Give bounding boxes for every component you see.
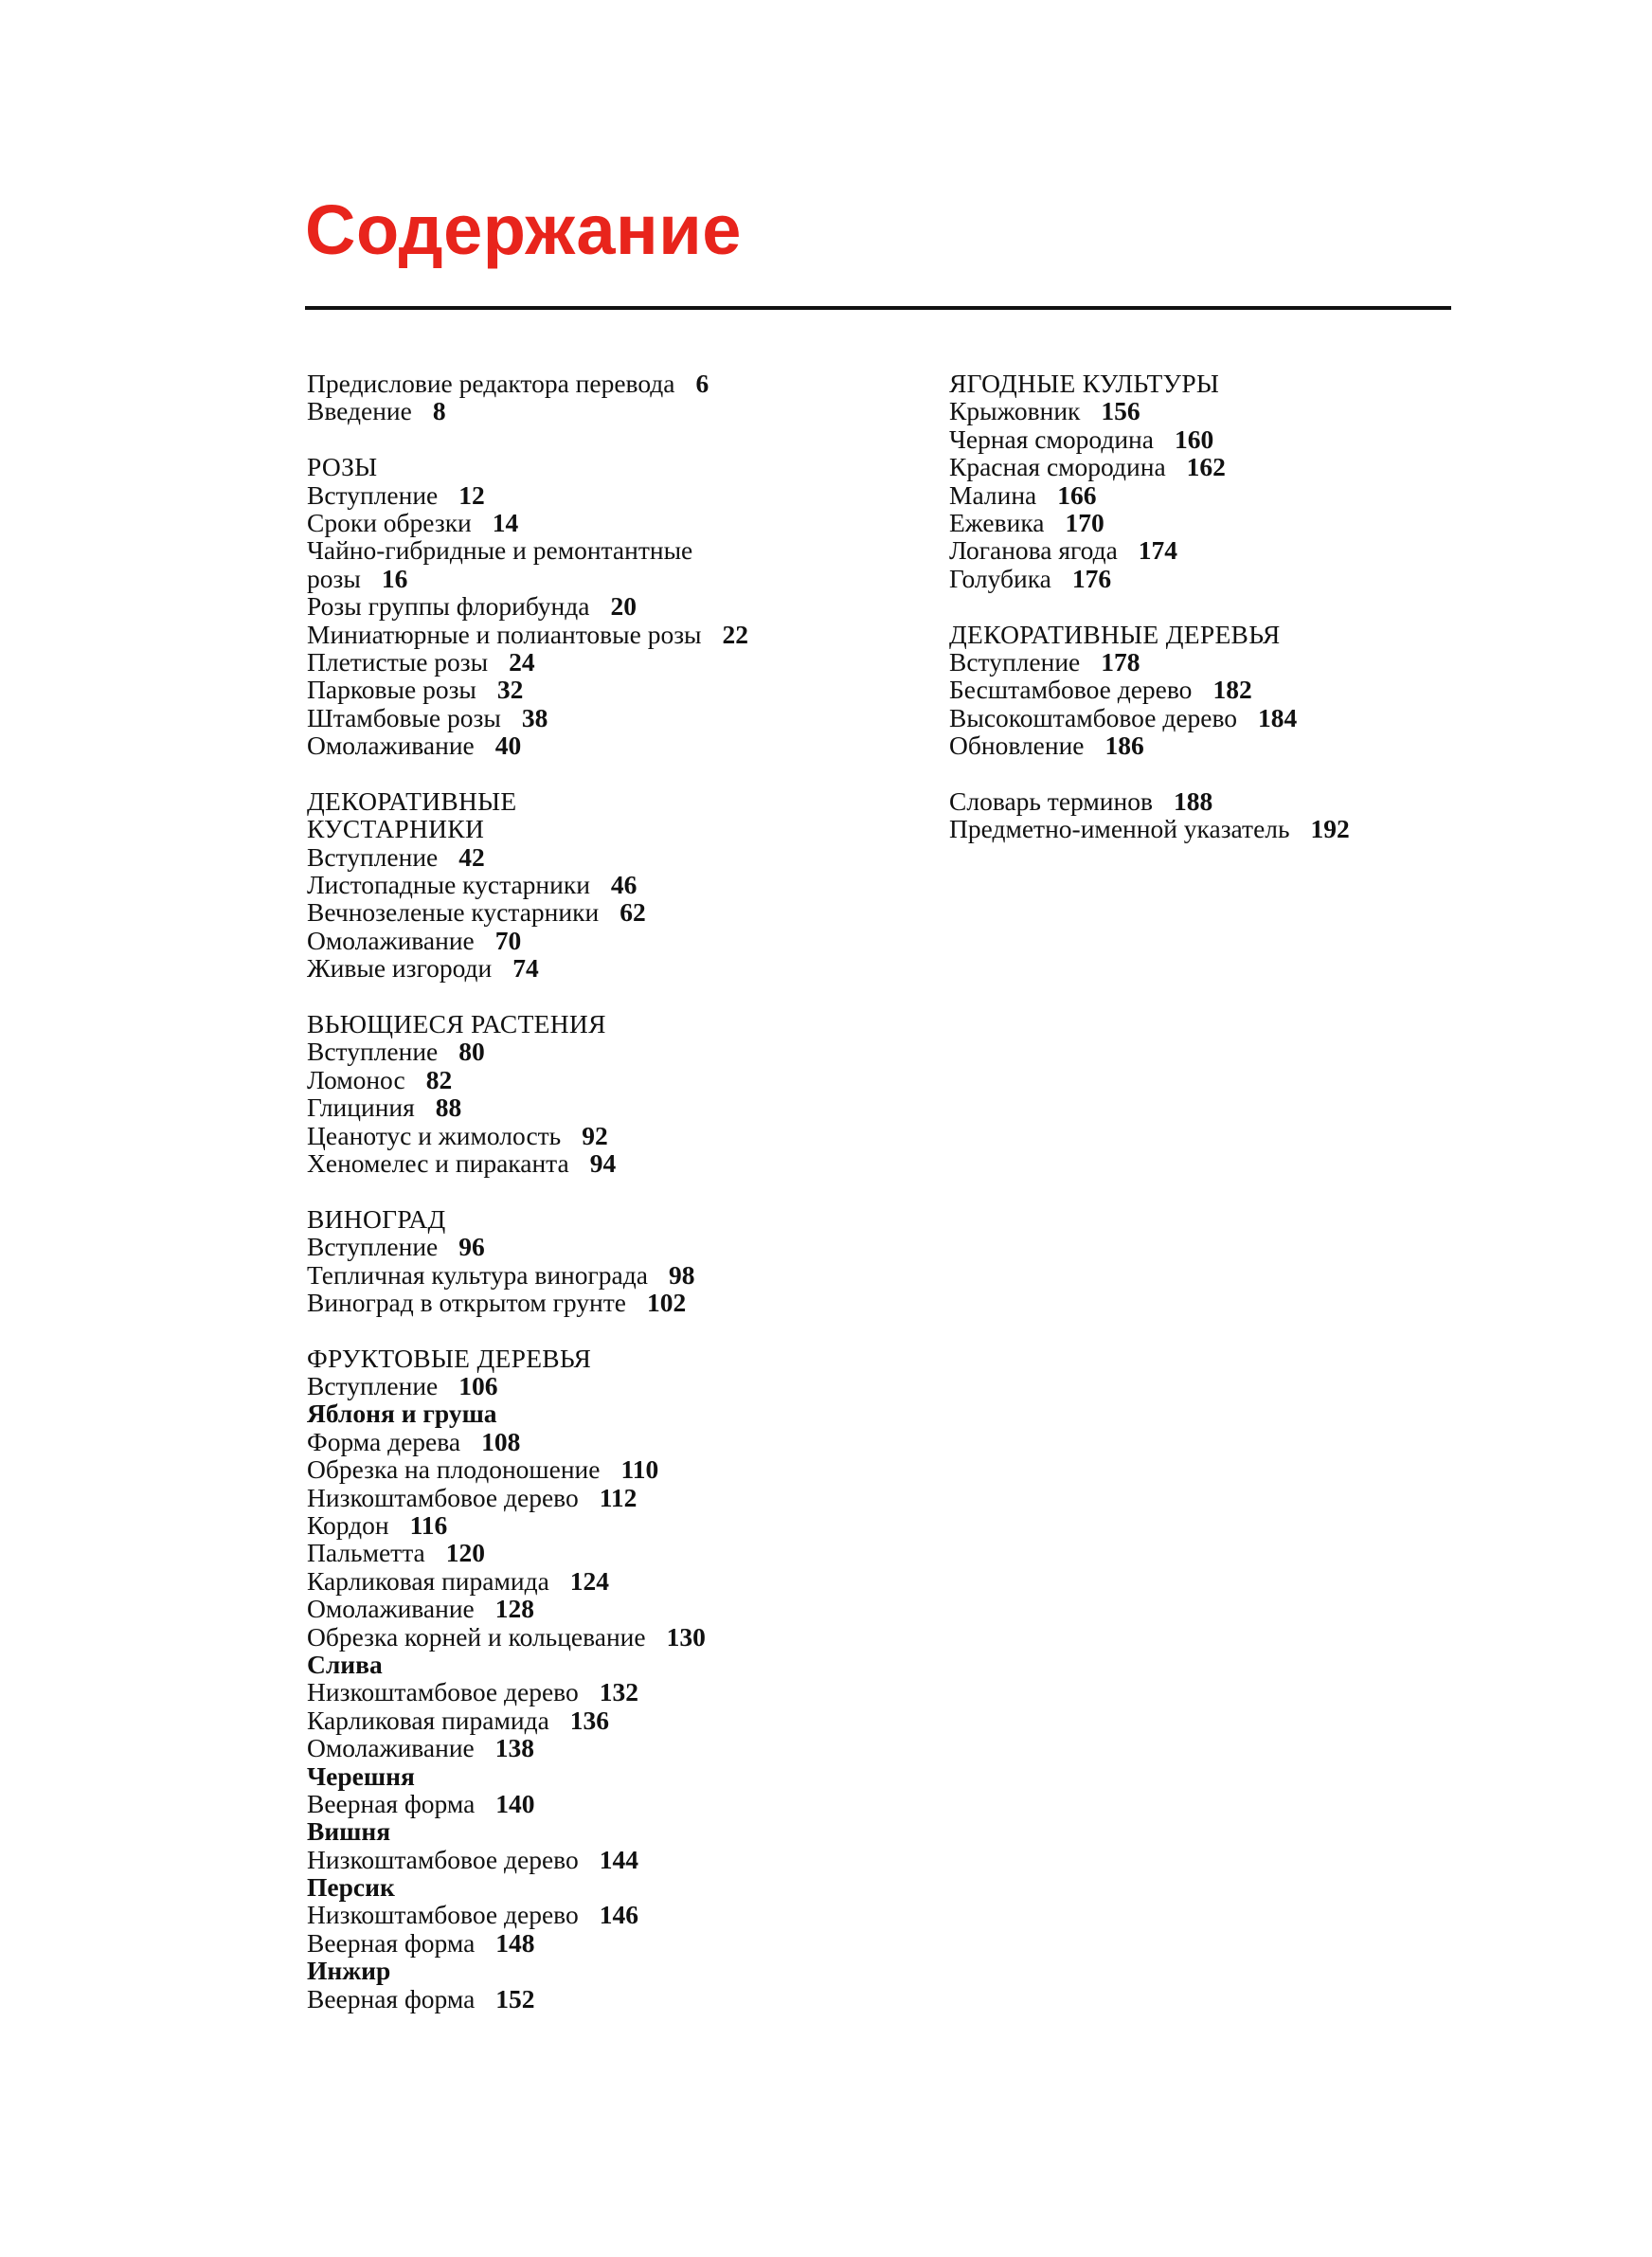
toc-entry[interactable]: [307, 731, 894, 759]
entry-page-number: 170: [1065, 507, 1104, 537]
toc-entry[interactable]: [307, 1985, 894, 2013]
toc-entry[interactable]: [307, 1929, 894, 1957]
toc-entry[interactable]: [307, 871, 894, 898]
entry-label: Форма дерева: [307, 1426, 461, 1456]
toc-section: [307, 453, 894, 759]
entry-page-number: 88: [435, 1092, 462, 1123]
entry-label: Вступление: [307, 1371, 439, 1401]
entry-label: Низкоштамбовое дерево: [307, 1482, 579, 1512]
entry-label: Слива: [307, 1649, 383, 1679]
toc-entry[interactable]: [307, 927, 894, 954]
toc-entry[interactable]: [949, 731, 1480, 759]
entry-label: Карликовая пирамида: [307, 1565, 549, 1596]
entry-page-number: 124: [569, 1565, 610, 1596]
toc-entry[interactable]: [307, 1261, 894, 1289]
toc-left-column: [307, 370, 894, 2040]
toc-entry[interactable]: [949, 481, 1480, 509]
toc-subheading[interactable]: [307, 1817, 894, 1845]
entry-label: Низкоштамбовое дерево: [307, 1900, 579, 1930]
entry-label: Тепличная культура винограда: [307, 1259, 648, 1290]
entry-page-number: 24: [509, 646, 535, 677]
toc-entry[interactable]: [307, 621, 894, 648]
entry-page-number: 162: [1186, 452, 1226, 482]
section-heading: ФРУКТОВЫЕ ДЕРЕВЬЯ: [307, 1343, 592, 1373]
entry-page-number: 106: [458, 1371, 498, 1401]
toc-entry[interactable]: [307, 1790, 894, 1817]
entry-page-number: 178: [1101, 646, 1140, 677]
entry-label: Красная смородина: [949, 452, 1166, 482]
entry-page-number: 62: [620, 897, 646, 928]
entry-page-number: 108: [481, 1426, 521, 1456]
toc-entry[interactable]: [949, 509, 1480, 536]
entry-label: Плетистые розы: [307, 646, 489, 677]
toc-subheading[interactable]: [307, 1651, 894, 1678]
toc-entry[interactable]: [949, 704, 1480, 731]
entry-label: Сроки обрезки: [307, 507, 472, 537]
toc-subheading[interactable]: [307, 1762, 894, 1790]
entry-label: Обновление: [949, 731, 1085, 761]
toc-subheading[interactable]: [307, 1957, 894, 1984]
entry-label: Предметно-именной указатель: [949, 814, 1290, 844]
toc-section: [949, 621, 1480, 760]
toc-entry[interactable]: [307, 954, 894, 982]
toc-entry[interactable]: [949, 787, 1480, 815]
entry-label: Омолаживание: [307, 925, 475, 955]
entry-page-number: 140: [495, 1788, 535, 1818]
entry-page-number: 20: [610, 591, 637, 622]
toc-entry[interactable]: [307, 1539, 894, 1566]
entry-page-number: 102: [647, 1287, 687, 1317]
toc-entry[interactable]: [307, 592, 894, 620]
toc-entry[interactable]: [307, 1149, 894, 1177]
entry-label: Вступление: [949, 646, 1081, 677]
entry-page-number: 144: [599, 1844, 638, 1874]
toc-entry[interactable]: [307, 843, 894, 871]
toc-section: [949, 370, 1480, 592]
toc-right-column: [949, 370, 1480, 871]
entry-label: Глициния: [307, 1092, 415, 1123]
entry-label: Вступление: [307, 1037, 439, 1067]
entry-page-number: 184: [1258, 702, 1298, 732]
entry-page-number: 156: [1101, 396, 1140, 426]
toc-entry[interactable]: [307, 370, 894, 397]
toc-entry[interactable]: [307, 1428, 894, 1455]
entry-page-number: 138: [494, 1733, 535, 1763]
toc-entry[interactable]: [307, 509, 894, 536]
toc-entry[interactable]: [307, 481, 894, 509]
entry-page-number: 42: [458, 841, 485, 872]
entry-label: Вступление: [307, 1232, 439, 1262]
entry-page-number: 128: [494, 1594, 535, 1624]
entry-page-number: 148: [495, 1927, 535, 1958]
toc-entry[interactable]: [949, 536, 1480, 564]
entry-page-number: 80: [458, 1037, 485, 1067]
section-heading: ДЕКОРАТИВНЫЕ: [307, 785, 517, 816]
toc-entry[interactable]: [307, 1734, 894, 1761]
toc-entry[interactable]: [307, 1289, 894, 1316]
entry-label: Вечнозеленые кустарники: [307, 897, 600, 928]
entry-label: Миниатюрные и полиантовые розы: [307, 619, 702, 649]
toc-entry[interactable]: [307, 1567, 894, 1595]
toc-entry[interactable]: [307, 1484, 894, 1511]
toc-entry[interactable]: [307, 1038, 894, 1065]
section-heading: РОЗЫ: [307, 452, 378, 482]
toc-entry[interactable]: [949, 453, 1480, 480]
entry-page-number: 146: [599, 1900, 638, 1930]
title-rule: [305, 306, 1451, 310]
entry-page-number: 14: [492, 507, 519, 537]
section-heading: ДЕКОРАТИВНЫЕ ДЕРЕВЬЯ: [949, 619, 1281, 649]
entry-page-number: 38: [521, 702, 548, 732]
section-heading: ВЬЮЩИЕСЯ РАСТЕНИЯ: [307, 1008, 606, 1038]
entry-label: Яблоня и груша: [307, 1399, 497, 1429]
entry-label: розы: [307, 563, 361, 593]
entry-label: Черная смородина: [949, 424, 1154, 454]
toc-entry[interactable]: [307, 1595, 894, 1622]
entry-page-number: 176: [1071, 563, 1112, 593]
entry-label: Черешня: [307, 1760, 415, 1791]
entry-label: Низкоштамбовое дерево: [307, 1677, 579, 1707]
entry-page-number: 40: [494, 731, 522, 761]
toc-entry[interactable]: [307, 1093, 894, 1121]
entry-label: Низкоштамбовое дерево: [307, 1844, 579, 1874]
toc-entry[interactable]: [307, 648, 894, 676]
toc-section: [307, 1205, 894, 1317]
entry-label: Ежевика: [949, 507, 1045, 537]
toc-entry[interactable]: [307, 1372, 894, 1399]
toc-section: [307, 787, 894, 983]
entry-label: Веерная форма: [307, 1983, 476, 2013]
toc-section: [307, 370, 894, 425]
entry-page-number: 96: [458, 1232, 485, 1262]
toc-entry[interactable]: [307, 1455, 894, 1483]
toc-entry[interactable]: [307, 1846, 894, 1873]
entry-page-number: 92: [582, 1120, 608, 1150]
entry-page-number: 98: [668, 1259, 695, 1290]
entry-page-number: 152: [495, 1983, 535, 2013]
entry-label: Малина: [949, 479, 1037, 510]
toc-entry[interactable]: [949, 565, 1480, 592]
entry-label: Инжир: [307, 1956, 391, 1986]
entry-label: Логанова ягода: [949, 535, 1118, 566]
entry-page-number: 22: [722, 619, 749, 649]
entry-page-number: 8: [432, 396, 446, 426]
entry-page-number: 12: [458, 479, 485, 510]
section-heading: ЯГОДНЫЕ КУЛЬТУРЫ: [949, 369, 1220, 398]
entry-page-number: 136: [569, 1705, 610, 1735]
entry-page-number: 132: [599, 1677, 638, 1707]
entry-label: Голубика: [949, 563, 1051, 593]
entry-page-number: 192: [1310, 814, 1350, 844]
entry-label: Омолаживание: [307, 1733, 475, 1763]
entry-label: Обрезка корней и кольцевание: [307, 1621, 646, 1652]
entry-page-number: 186: [1104, 731, 1144, 761]
entry-page-number: 46: [610, 870, 637, 900]
toc-entry[interactable]: [307, 676, 894, 703]
toc-entry[interactable]: [307, 397, 894, 424]
toc-entry[interactable]: [949, 648, 1480, 676]
entry-label: Омолаживание: [307, 1594, 475, 1624]
entry-label: Виноград в открытом грунте: [307, 1287, 626, 1317]
toc-entry[interactable]: [949, 676, 1480, 703]
toc-entry[interactable]: [307, 1066, 894, 1093]
entry-label: Штамбовые розы: [307, 702, 501, 732]
entry-label: Кордон: [307, 1510, 389, 1541]
toc-entry[interactable]: [949, 397, 1480, 424]
entry-label: Хеномелес и пираканта: [307, 1147, 569, 1178]
entry-label: Бесштамбовое дерево: [949, 675, 1193, 705]
entry-label: Ломонос: [307, 1064, 405, 1094]
entry-label: Омолаживание: [307, 731, 475, 761]
entry-page-number: 6: [695, 369, 709, 398]
entry-page-number: 32: [496, 675, 524, 705]
entry-label: Живые изгороди: [307, 953, 493, 984]
toc-section: [949, 787, 1480, 843]
entry-label: Карликовая пирамида: [307, 1705, 549, 1735]
entry-page-number: 94: [589, 1147, 617, 1178]
entry-page-number: 110: [620, 1454, 659, 1485]
toc-entry[interactable]: [307, 565, 894, 592]
entry-label: Словарь терминов: [949, 785, 1153, 816]
toc-entry[interactable]: [949, 425, 1480, 453]
entry-page-number: 120: [445, 1538, 486, 1568]
entry-page-number: 82: [425, 1064, 453, 1094]
section-heading: ВИНОГРАД: [307, 1203, 446, 1234]
entry-label: Высокоштамбовое дерево: [949, 702, 1238, 732]
entry-label: Розы группы флорибунда: [307, 591, 590, 622]
entry-page-number: 182: [1212, 675, 1252, 705]
entry-page-number: 112: [599, 1482, 637, 1512]
entry-page-number: 166: [1057, 479, 1097, 510]
entry-label: Обрезка на плодоношение: [307, 1454, 601, 1485]
toc-subheading[interactable]: [307, 1873, 894, 1901]
entry-label: Чайно-гибридные и ремонтантные: [307, 535, 693, 566]
section-heading: КУСТАРНИКИ: [307, 814, 485, 844]
toc-entry[interactable]: [307, 1511, 894, 1539]
entry-page-number: 160: [1174, 424, 1214, 454]
toc-entry[interactable]: [307, 704, 894, 731]
toc-entry[interactable]: [307, 536, 894, 564]
entry-page-number: 116: [409, 1510, 448, 1541]
entry-label: Введение: [307, 396, 412, 426]
toc-entry[interactable]: [307, 1901, 894, 1928]
entry-page-number: 16: [381, 563, 408, 593]
toc-section: [307, 1345, 894, 2013]
entry-label: Веерная форма: [307, 1927, 476, 1958]
entry-label: Персик: [307, 1872, 395, 1903]
entry-page-number: 188: [1173, 785, 1213, 816]
page-title: Содержание: [305, 190, 742, 269]
toc-entry[interactable]: [307, 1233, 894, 1260]
toc-entry[interactable]: [307, 898, 894, 926]
toc-entry[interactable]: [307, 1678, 894, 1706]
entry-label: Предисловие редактора перевода: [307, 369, 675, 398]
entry-page-number: 74: [512, 953, 539, 984]
toc-entry[interactable]: [307, 1706, 894, 1734]
entry-label: Вступление: [307, 479, 439, 510]
toc-entry[interactable]: [307, 1122, 894, 1149]
toc-entry[interactable]: [949, 815, 1480, 842]
entry-label: Парковые розы: [307, 675, 476, 705]
entry-label: Пальметта: [307, 1538, 425, 1568]
toc-entry[interactable]: [307, 1623, 894, 1651]
entry-label: Листопадные кустарники: [307, 870, 590, 900]
entry-label: Вишня: [307, 1816, 391, 1847]
entry-page-number: 174: [1138, 535, 1178, 566]
entry-label: Крыжовник: [949, 396, 1081, 426]
entry-page-number: 130: [666, 1621, 706, 1652]
entry-label: Цеанотус и жимолость: [307, 1120, 562, 1150]
entry-label: Веерная форма: [307, 1788, 476, 1818]
entry-label: Вступление: [307, 841, 439, 872]
toc-subheading[interactable]: [307, 1399, 894, 1427]
toc-section: [307, 1010, 894, 1177]
entry-page-number: 70: [494, 925, 522, 955]
